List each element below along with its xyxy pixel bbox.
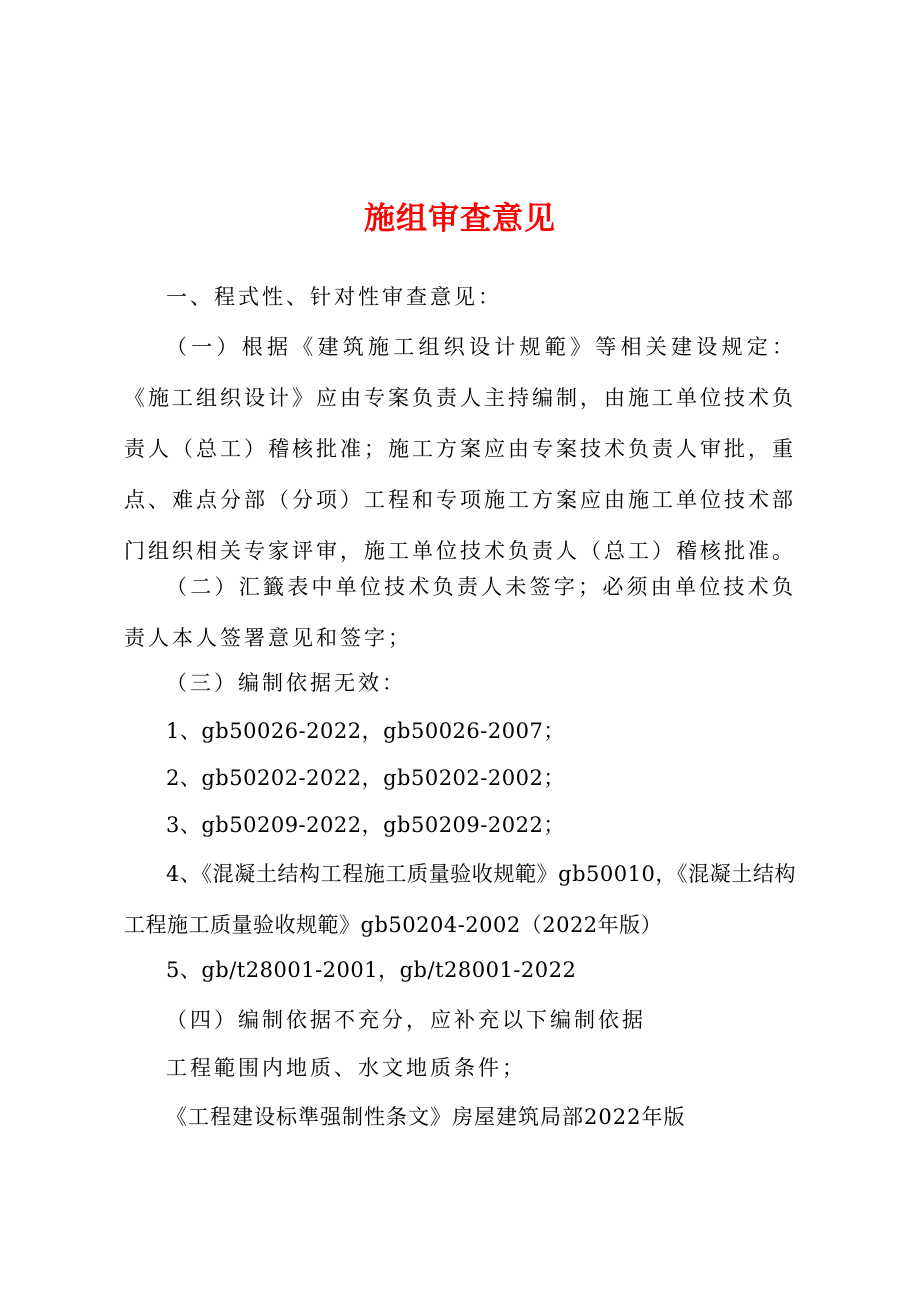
paragraph-item-1: （一）根据《建筑施工组织设计规範》等相关建设规定：《施工组织设计》应由专案负责人主持编制，由施工单位技术负责人（总工）稽核批准；施工方案应由专案技术负责人审批，重点、难点分部（分项）工程和专项施工方案应由施工单位技术部门组织相关专家评审，施工单位技术负责人（总工）稽核批准。 (124, 335, 796, 563)
paragraph-item-3: （三）编制依据无效： (166, 671, 406, 695)
section-heading-procedural: 一、程式性、针对性审查意见： (166, 285, 502, 309)
paragraph-item-4: （四）编制依据不充分，应补充以下编制依据 (166, 1008, 646, 1032)
list-item-standard-3: 3、gb50209-2022，gb50209-2022； (166, 813, 565, 837)
paragraph-item-2: （二）汇籤表中单位技术负责人未签字；必须由单位技术负责人本人签署意见和签字； (124, 575, 796, 650)
list-item-geology: 工程範围内地质、水文地质条件； (166, 1056, 526, 1080)
list-item-standard-1: 1、gb50026-2022，gb50026-2007； (166, 719, 565, 743)
document-title: 施组审查意见 (364, 201, 556, 237)
list-item-standard-2: 2、gb50202-2022，gb50202-2002； (166, 766, 565, 790)
list-item-standard-5: 5、gb/t28001-2001，gb/t28001-2022 (166, 958, 577, 982)
list-item-standard-4: 4、《混凝土结构工程施工质量验收规範》gb50010，《混凝土结构工程施工质量验收规範》gb50204-2002（2022年版） (124, 862, 796, 937)
list-item-mandatory-provisions: 《工程建设标準强制性条文》房屋建筑局部2022年版 (166, 1105, 686, 1129)
